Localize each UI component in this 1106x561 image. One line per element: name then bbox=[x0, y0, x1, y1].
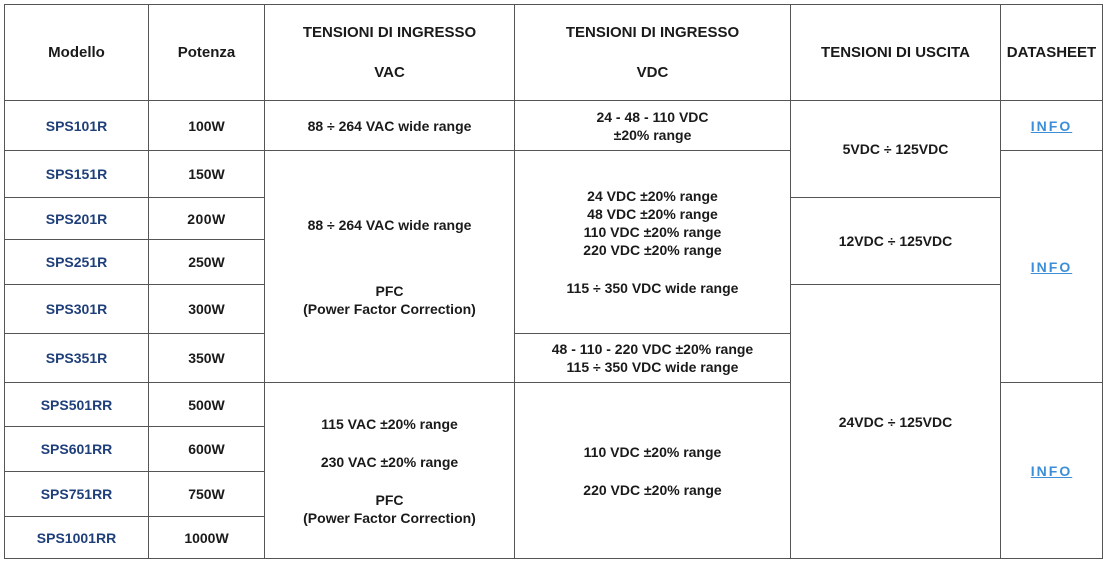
power-cell: 1000W bbox=[149, 517, 265, 559]
vac-pfc-desc: (Power Factor Correction) bbox=[303, 300, 476, 317]
info-link[interactable]: INFO bbox=[1030, 117, 1073, 134]
vdc-line: 110 VDC ±20% range bbox=[583, 224, 722, 240]
model-cell: SPS101R bbox=[5, 101, 149, 151]
datasheet-cell bbox=[1001, 151, 1103, 383]
info-link[interactable]: INFO bbox=[1030, 258, 1073, 275]
vdc-cell bbox=[515, 151, 791, 334]
vac-pfc-desc: (Power Factor Correction) bbox=[303, 509, 476, 526]
power-cell: 600W bbox=[149, 427, 265, 472]
power-cell: 250W bbox=[149, 240, 265, 285]
header-model: Modello bbox=[5, 5, 149, 101]
power-cell: 200W bbox=[149, 198, 265, 240]
header-vdc-sub: VDC bbox=[636, 63, 669, 81]
vac-cell bbox=[265, 383, 515, 559]
model-cell: SPS351R bbox=[5, 334, 149, 383]
power-cell: 300W bbox=[149, 285, 265, 334]
vac-line: 115 VAC ±20% range bbox=[321, 415, 458, 432]
vdc-line: 220 VDC ±20% range bbox=[583, 481, 722, 498]
header-datasheet: DATASHEET bbox=[1001, 5, 1103, 101]
vac-cell: 88 ÷ 264 VAC wide range bbox=[265, 101, 515, 151]
vdc-cell bbox=[515, 334, 791, 383]
datasheet-cell bbox=[1001, 101, 1103, 151]
header-power: Potenza bbox=[149, 5, 265, 101]
vac-line: 230 VAC ±20% range bbox=[320, 453, 459, 470]
vdc-line: 110 VDC ±20% range bbox=[583, 443, 722, 460]
vdc-cell bbox=[515, 101, 791, 151]
vac-pfc-label: PFC bbox=[375, 491, 404, 508]
header-vac bbox=[265, 5, 515, 101]
power-cell: 350W bbox=[149, 334, 265, 383]
table-row bbox=[5, 101, 1103, 151]
vac-pfc-label: PFC bbox=[375, 282, 404, 299]
vdc-line: 48 VDC ±20% range bbox=[587, 206, 718, 222]
header-vdc bbox=[515, 5, 791, 101]
info-link[interactable]: INFO bbox=[1030, 462, 1073, 479]
vdc-line: 115 ÷ 350 VDC wide range bbox=[566, 280, 739, 296]
model-cell: SPS251R bbox=[5, 240, 149, 285]
power-supply-spec-table bbox=[4, 4, 1103, 559]
vdc-line: ±20% range bbox=[613, 126, 692, 143]
header-vac-sub: VAC bbox=[374, 63, 405, 81]
output-cell: 12VDC ÷ 125VDC bbox=[791, 198, 1001, 285]
model-cell: SPS301R bbox=[5, 285, 149, 334]
vdc-line: 24 VDC ±20% range bbox=[587, 188, 718, 204]
output-cell: 24VDC ÷ 125VDC bbox=[791, 285, 1001, 559]
model-cell: SPS1001RR bbox=[5, 517, 149, 559]
model-cell: SPS601RR bbox=[5, 427, 149, 472]
header-vdc-title: TENSIONI DI INGRESSO bbox=[565, 23, 740, 41]
model-cell: SPS501RR bbox=[5, 383, 149, 427]
header-row bbox=[5, 5, 1103, 101]
power-cell: 150W bbox=[149, 151, 265, 198]
vac-cell bbox=[265, 151, 515, 383]
vdc-line: 24 - 48 - 110 VDC bbox=[596, 108, 709, 125]
header-output: TENSIONI DI USCITA bbox=[791, 5, 1001, 101]
datasheet-cell bbox=[1001, 383, 1103, 559]
model-cell: SPS751RR bbox=[5, 472, 149, 517]
vdc-cell bbox=[515, 383, 791, 559]
power-cell: 100W bbox=[149, 101, 265, 151]
model-cell: SPS201R bbox=[5, 198, 149, 240]
vac-line: 88 ÷ 264 VAC wide range bbox=[307, 216, 472, 233]
output-cell: 5VDC ÷ 125VDC bbox=[791, 101, 1001, 198]
vdc-line: 220 VDC ±20% range bbox=[583, 242, 722, 258]
header-vac-title: TENSIONI DI INGRESSO bbox=[302, 23, 477, 41]
power-cell: 500W bbox=[149, 383, 265, 427]
vdc-line: 48 - 110 - 220 VDC ±20% range bbox=[551, 341, 754, 357]
power-cell: 750W bbox=[149, 472, 265, 517]
model-cell: SPS151R bbox=[5, 151, 149, 198]
vdc-line: 115 ÷ 350 VDC wide range bbox=[566, 359, 739, 375]
